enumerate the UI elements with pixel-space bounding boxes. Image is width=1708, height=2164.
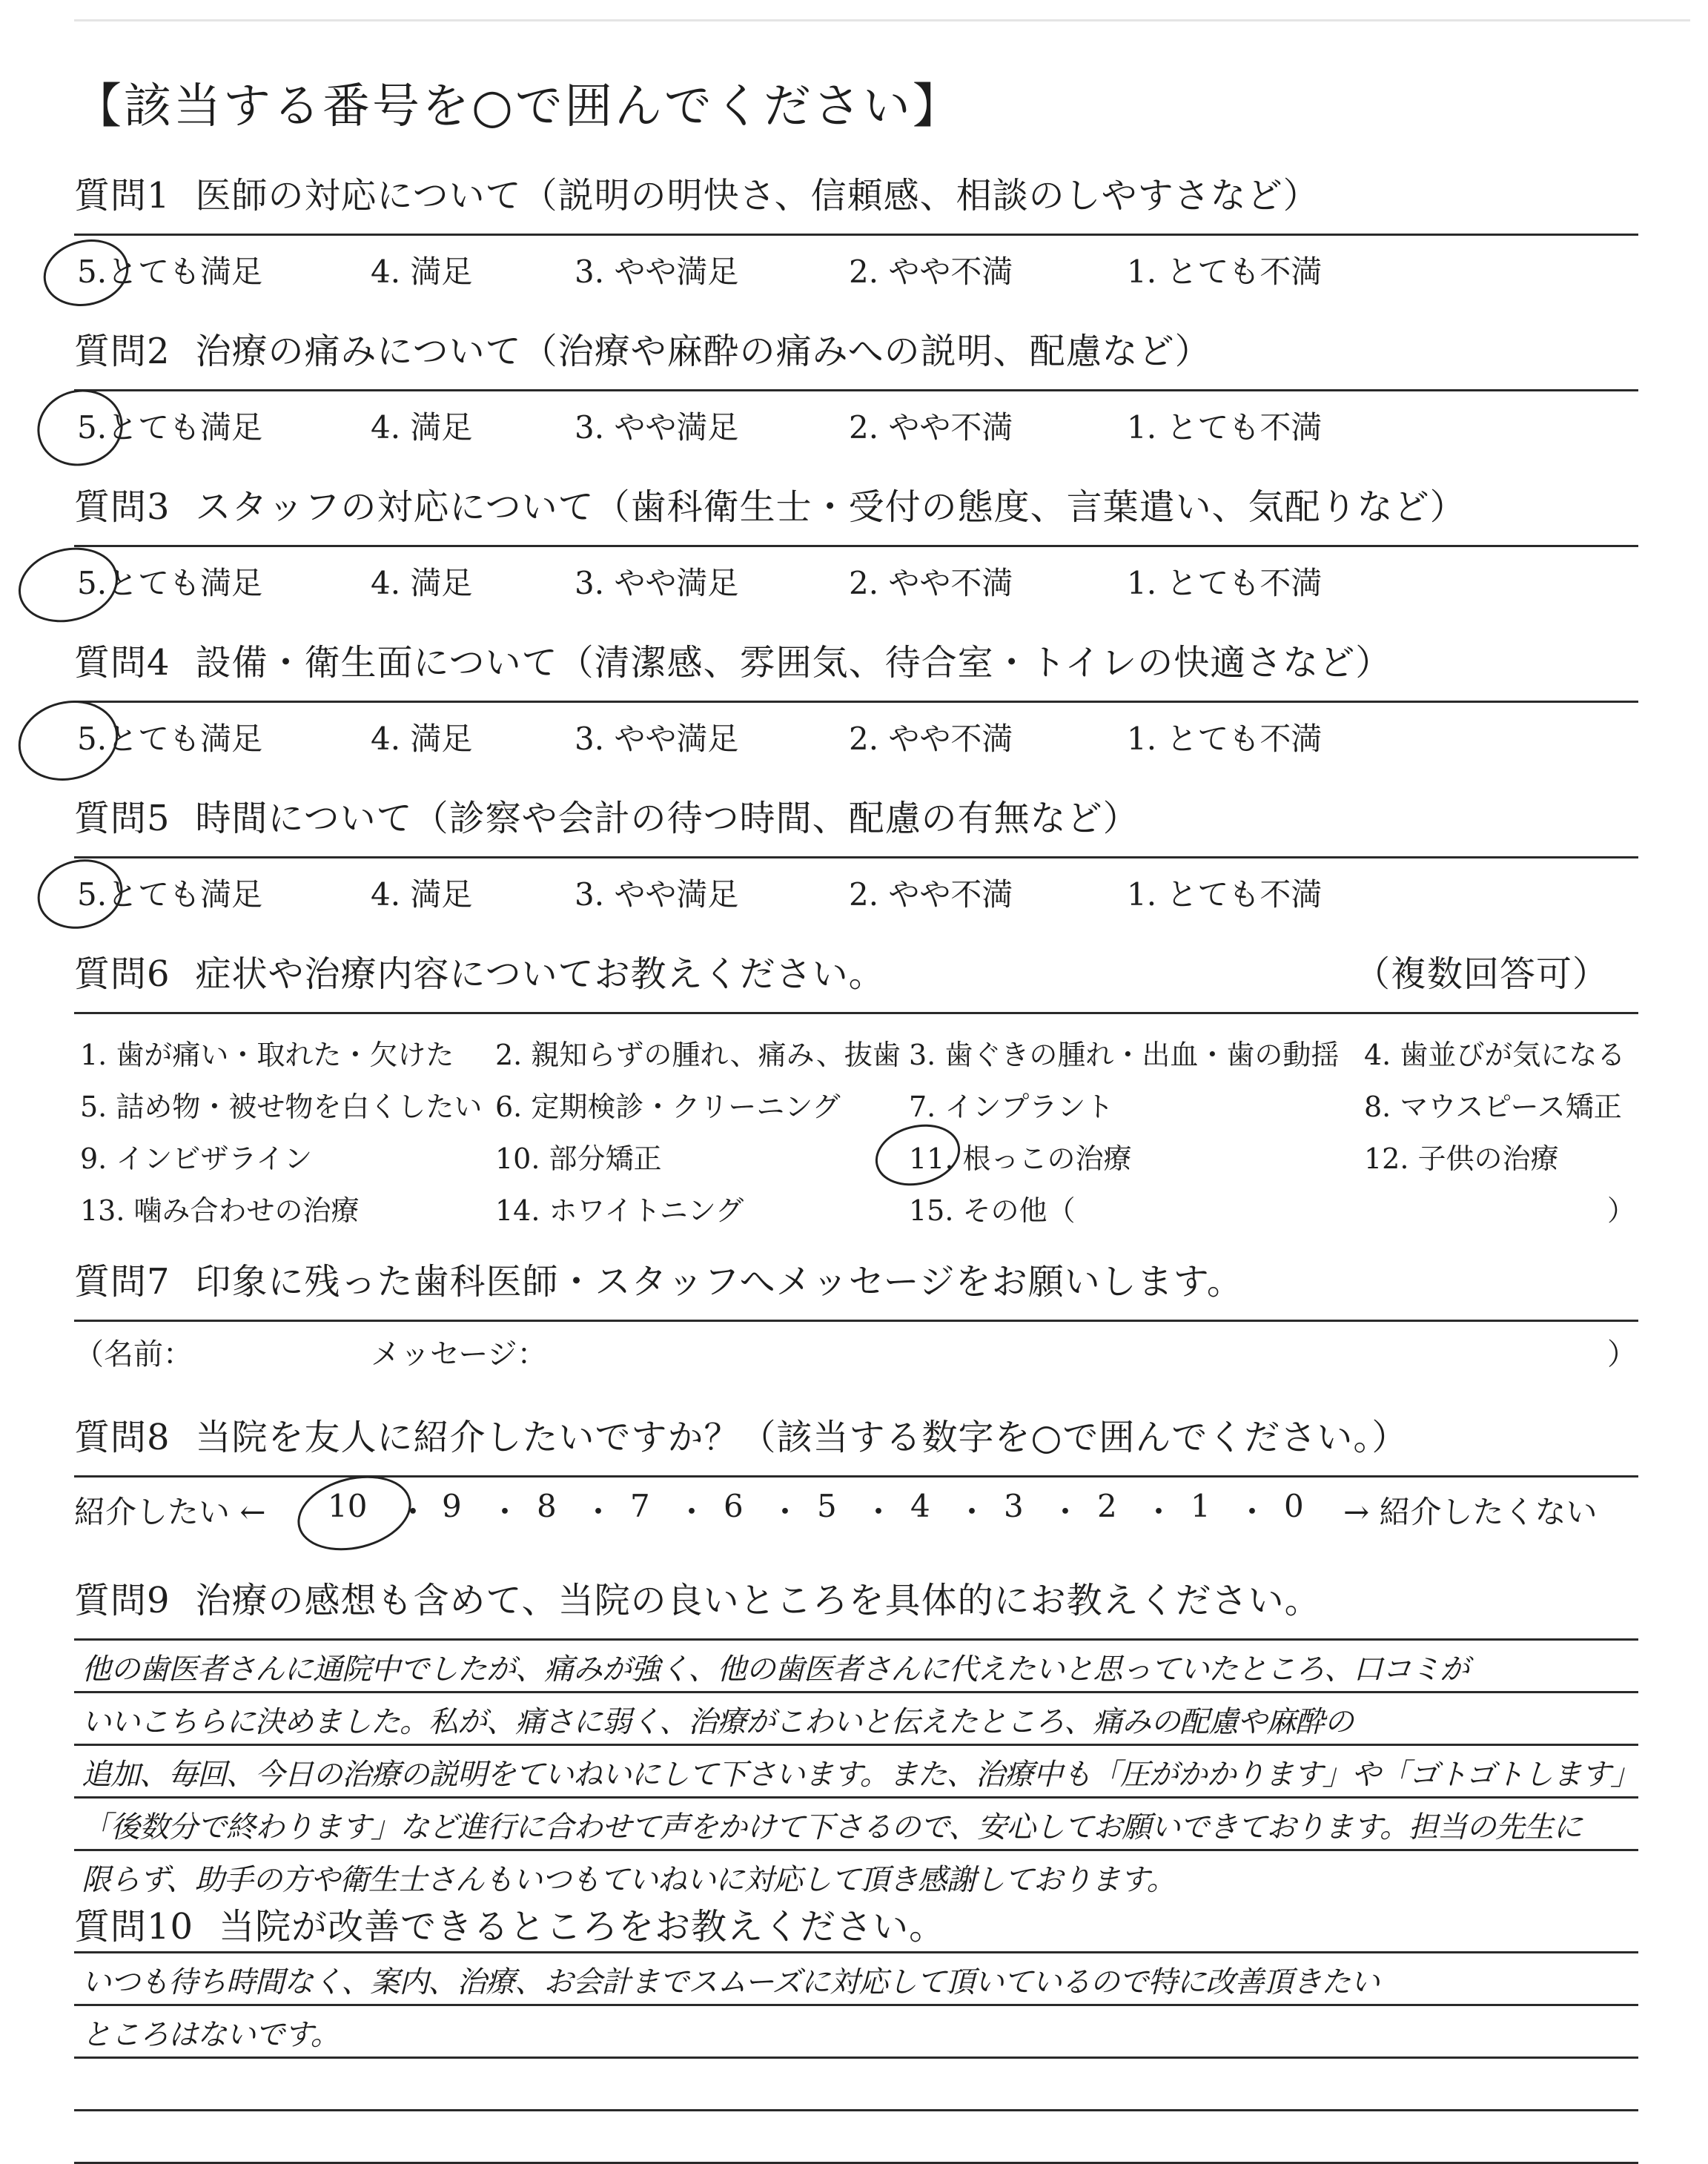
option-1[interactable]: 1. とても不満 — [1127, 876, 1323, 913]
symptom-option[interactable]: 4. 歯並びが気になる — [1364, 1039, 1626, 1071]
scale-dot: ・ — [1237, 1494, 1268, 1530]
question-text: 設備・衛生面について（清潔感、雰囲気、待合室・トイレの快適さなど） — [195, 642, 1392, 684]
option-5[interactable]: 5.とても満足 — [77, 254, 263, 290]
scale-6[interactable]: 6 — [724, 1488, 744, 1524]
good-points-answer[interactable] — [74, 1641, 1638, 1902]
symptom-option[interactable]: 12. 子供の治療 — [1364, 1142, 1559, 1175]
recommend-scale — [74, 1478, 1638, 1537]
scale-dot: ・ — [956, 1494, 988, 1530]
option-2[interactable]: 2. やや不満 — [849, 409, 1013, 446]
question-7 — [74, 1253, 1638, 1374]
option-2[interactable]: 2. やや不満 — [849, 876, 1013, 913]
form-title: 【該当する番号を○で囲んでください】 — [74, 79, 962, 134]
scale-dot: ・ — [676, 1494, 708, 1530]
option-5[interactable]: 5.とても満足 — [77, 409, 263, 446]
option-1[interactable]: 1. とても不満 — [1127, 565, 1323, 601]
question-text: 症状や治療内容についてお教えください。 — [195, 953, 885, 995]
option-4[interactable]: 4. 満足 — [371, 409, 473, 446]
option-2[interactable]: 2. やや不満 — [849, 721, 1013, 757]
multiple-answer-note: （複数回答可） — [1354, 953, 1609, 995]
question-number: 質問9 — [74, 1580, 171, 1621]
question-number: 質問3 — [74, 486, 171, 528]
question-number: 質問8 — [74, 1417, 171, 1458]
question-3 — [74, 478, 1638, 608]
option-5[interactable]: 5.とても満足 — [77, 876, 263, 913]
question-text: 時間について（診察や会計の待つ時間、配慮の有無など） — [195, 798, 1139, 839]
question-8 — [74, 1409, 1638, 1537]
symptom-option[interactable]: 9. インビザライン — [80, 1142, 313, 1175]
option-3[interactable]: 3. やや満足 — [575, 876, 739, 913]
question-number: 質問7 — [74, 1261, 171, 1303]
message-label: メッセージ： — [371, 1337, 547, 1371]
symptom-option[interactable]: 1. 歯が痛い・取れた・欠けた — [80, 1039, 454, 1071]
option-4[interactable]: 4. 満足 — [371, 721, 473, 757]
option-2[interactable]: 2. やや不満 — [849, 565, 1013, 601]
question-number: 質問5 — [74, 798, 171, 839]
question-number: 質問2 — [74, 331, 171, 372]
scale-dot: ・ — [1050, 1494, 1082, 1530]
handwritten-answer-line: いいこちらに決めました。私が、痛さに弱く、治療がこわいと伝えたところ、痛みの配慮や麻酔の — [82, 1705, 1354, 1739]
symptom-option[interactable]: 5. 詰め物・被せ物を白くしたい — [80, 1091, 483, 1123]
option-4[interactable]: 4. 満足 — [371, 565, 473, 601]
scale-2[interactable]: 2 — [1097, 1488, 1117, 1524]
handwritten-answer-line: 他の歯医者さんに通院中でしたが、痛みが強く、他の歯医者さんに代えたいと思っていたところ、口コミが — [82, 1652, 1469, 1687]
symptom-option[interactable]: 10. 部分矯正 — [495, 1142, 662, 1175]
name-label: （名前： — [74, 1337, 193, 1371]
question-9 — [74, 1572, 1638, 1902]
scale-dot: ・ — [489, 1494, 521, 1530]
scale-dot: ・ — [1143, 1494, 1175, 1530]
symptom-option-other[interactable]: 15. その他（ — [909, 1194, 1076, 1227]
scale-10[interactable]: 10 — [328, 1488, 368, 1524]
question-number: 質問1 — [74, 175, 171, 216]
question-6 — [74, 945, 1638, 1229]
handwritten-answer-line: 限らず、助手の方や衛生士さんもいつもていねいに対応して頂き感謝しております。 — [82, 1863, 1176, 1897]
question-text: 治療の感想も含めて、当院の良いところを具体的にお教えください。 — [195, 1580, 1321, 1621]
question-text: 当院が改善できるところをお教えください。 — [219, 1906, 946, 1948]
top-border — [74, 19, 1690, 21]
scale-9[interactable]: 9 — [442, 1488, 462, 1524]
question-4 — [74, 634, 1638, 764]
symptom-option[interactable]: 6. 定期検診・クリーニング — [495, 1091, 841, 1123]
question-number: 質問4 — [74, 642, 171, 684]
symptom-option[interactable]: 3. 歯ぐきの腫れ・出血・歯の動揺 — [909, 1039, 1340, 1071]
scale-1[interactable]: 1 — [1191, 1488, 1211, 1524]
scale-dot: ・ — [583, 1494, 615, 1530]
improvement-answer[interactable] — [74, 1953, 1638, 2164]
option-4[interactable]: 4. 満足 — [371, 876, 473, 913]
scale-left-label: 紹介したい ← — [74, 1494, 266, 1530]
option-1[interactable]: 1. とても不満 — [1127, 254, 1323, 290]
handwritten-answer-line: 追加、毎回、今日の治療の説明をていねいにして下さいます。また、治療中も「圧がかかります」や「ゴトゴトします」 — [82, 1758, 1640, 1792]
question-2 — [74, 322, 1638, 452]
other-close-paren: ） — [1607, 1194, 1636, 1227]
question-number: 質問6 — [74, 953, 171, 995]
symptom-option[interactable]: 8. マウスピース矯正 — [1364, 1091, 1622, 1123]
question-1 — [74, 167, 1638, 297]
question-5 — [74, 790, 1638, 919]
option-3[interactable]: 3. やや満足 — [575, 721, 739, 757]
symptom-option[interactable]: 13. 噛み合わせの治療 — [80, 1194, 360, 1227]
option-4[interactable]: 4. 満足 — [371, 254, 473, 290]
option-5[interactable]: 5.とても満足 — [77, 565, 263, 601]
scale-3[interactable]: 3 — [1004, 1488, 1024, 1524]
question-number: 質問10 — [74, 1906, 194, 1948]
scale-7[interactable]: 7 — [630, 1488, 650, 1524]
handwritten-answer-line: 「後数分で終わります」など進行に合わせて声をかけて下さるので、安心してお願いできております。担当の先生に — [82, 1810, 1582, 1844]
handwritten-answer-line: ところはないです。 — [82, 2018, 340, 2052]
scale-dot: ・ — [397, 1494, 429, 1530]
scale-dot: ・ — [863, 1494, 895, 1530]
symptom-option[interactable]: 14. ホワイトニング — [495, 1194, 744, 1227]
option-3[interactable]: 3. やや満足 — [575, 409, 739, 446]
question-text: 治療の痛みについて（治療や麻酔の痛みへの説明、配慮など） — [195, 331, 1211, 372]
scale-5[interactable]: 5 — [817, 1488, 837, 1524]
symptom-option[interactable]: 2. 親知らずの腫れ、痛み、抜歯 — [495, 1039, 901, 1071]
symptom-option[interactable]: 11. 根っこの治療 — [909, 1142, 1132, 1175]
question-10 — [74, 1898, 1638, 2164]
scale-dot: ・ — [769, 1494, 801, 1530]
symptom-options — [74, 1014, 1638, 1229]
question-text: スタッフの対応について（歯科衛生士・受付の態度、言葉遣い、気配りなど） — [195, 486, 1466, 528]
handwritten-answer-line: いつも待ち時間なく、案内、治療、お会計までスムーズに対応して頂いているので特に改善頂きたい — [82, 1965, 1380, 1999]
scale-0[interactable]: 0 — [1284, 1488, 1304, 1524]
scale-8[interactable]: 8 — [537, 1488, 557, 1524]
question-text: 医師の対応について（説明の明快さ、信頼感、相談のしやすさなど） — [195, 175, 1320, 216]
option-5[interactable]: 5.とても満足 — [77, 721, 263, 757]
option-3[interactable]: 3. やや満足 — [575, 565, 739, 601]
symptom-option[interactable]: 7. インプラント — [909, 1091, 1114, 1123]
question-text: 印象に残った歯科医師・スタッフへメッセージをお願いします。 — [195, 1261, 1243, 1303]
question-text: 当院を友人に紹介したいですか？（該当する数字を○で囲んでください。） — [195, 1417, 1409, 1458]
option-3[interactable]: 3. やや満足 — [575, 254, 739, 290]
option-1[interactable]: 1. とても不満 — [1127, 721, 1323, 757]
option-2[interactable]: 2. やや不満 — [849, 254, 1013, 290]
scale-4[interactable]: 4 — [910, 1488, 930, 1524]
option-1[interactable]: 1. とても不満 — [1127, 409, 1323, 446]
scale-right-label: → 紹介したくない — [1343, 1494, 1598, 1530]
message-close-paren: ） — [1607, 1337, 1637, 1371]
